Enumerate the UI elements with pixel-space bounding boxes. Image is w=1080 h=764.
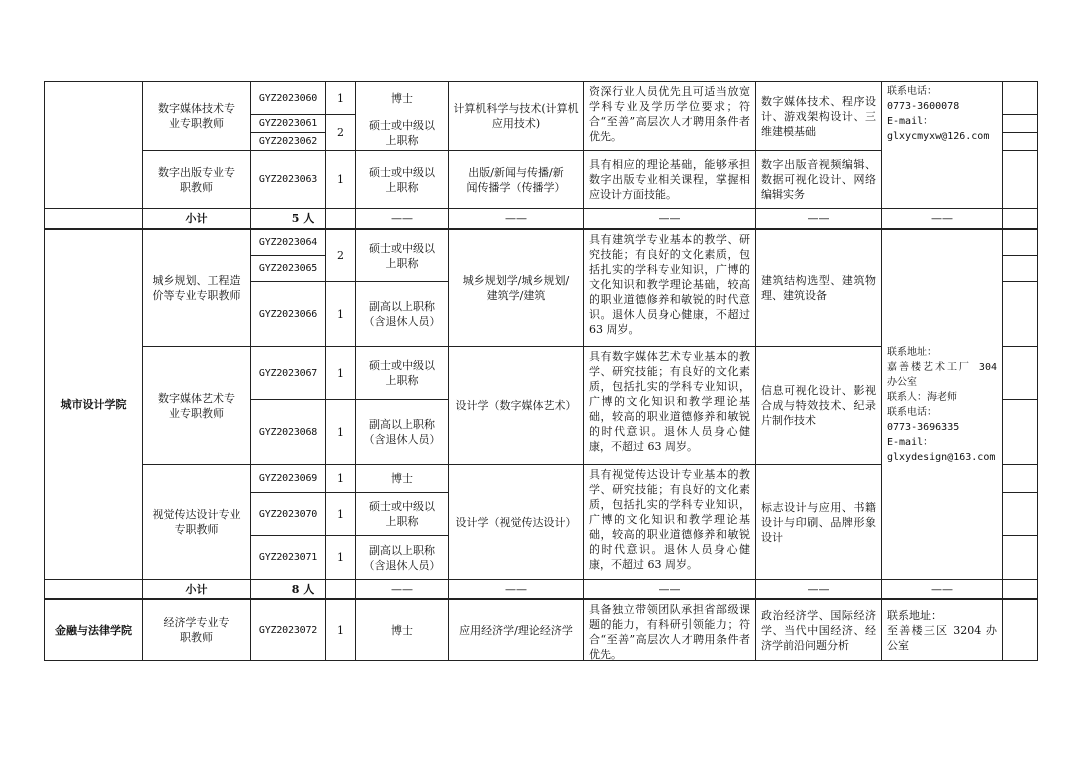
education-level: 博士 <box>391 91 413 105</box>
grid-line <box>44 660 1037 661</box>
major-field: 应用经济学/理论经济学 <box>459 623 573 637</box>
major-field: 设计学（数字媒体艺术） <box>455 399 577 412</box>
position-code: GYZ2023069 <box>258 473 318 484</box>
contact-info: 联系地址： 嘉善楼艺术工厂 304 办公室 联系人：海老师 联系电话： 0773-3696335 E-mail： glxydesign@163.com <box>887 346 997 463</box>
subtotal-dash: —— <box>391 212 413 225</box>
grid-line <box>1002 399 1037 400</box>
requirement-text: 具有建筑学专业基本的教学、研究技能；有良好的文化素质，包括扎实的学科专业知识，广博的文化知识和教学理论基础，较高的职业道德修养和敏锐的时代意识。退休人员身心健康，不超过 63 周岁。 <box>589 233 750 336</box>
requirement-text: 具有相应的理论基础，能够承担数字出版专业相关课程，掌握相应设计方面技能。 <box>589 158 750 201</box>
college-cell <box>45 82 142 208</box>
major-name: 数字出版专业专职教师 <box>158 165 235 194</box>
position-code: GYZ2023072 <box>258 624 318 636</box>
requirement-text: 具有视觉传达设计专业基本的教学、研究技能；有良好的文化素质，包括扎实的学科专业知识，广博的文化知识和教学理论基础，较高的职业道德修养和敏锐的时代意识。退休人员身心健康，不超过 63 周岁。 <box>589 468 750 571</box>
position-count: 1 <box>337 551 344 564</box>
subtotal-count: 5 人 <box>291 212 315 225</box>
research-direction: 建筑结构选型、建筑物理、建筑设备 <box>761 274 876 302</box>
college-cell: 金融与法律学院 <box>55 623 132 637</box>
requirement-text: 具有数字媒体艺术专业基本的教学、研究技能；有良好的文化素质，包括扎实的学科专业知识，广博的文化知识和教学理论基础，较高的职业道德修养和敏锐的时代意识。退休人员身心健康，不超过 63 周岁。 <box>589 350 750 453</box>
research-direction: 标志设计与应用、书籍设计与印刷、品牌形象设计 <box>761 500 876 544</box>
position-count: 1 <box>337 173 344 186</box>
grid-line <box>1002 281 1037 282</box>
education-level: 硕士或中级以上职称 <box>369 359 435 387</box>
position-code: GYZ2023067 <box>258 367 318 379</box>
subtotal-dash: —— <box>807 582 830 596</box>
position-code: GYZ2023064 <box>258 237 318 248</box>
subtotal-dash: —— <box>931 212 953 225</box>
education-level: 博士 <box>391 623 413 637</box>
position-count: 1 <box>337 623 344 637</box>
major-name: 数字媒体技术专业专职教师 <box>158 102 235 130</box>
position-code: GYZ2023066 <box>258 308 318 320</box>
education-level: 硕士或中级以上职称 <box>369 500 435 528</box>
position-count: 1 <box>337 91 344 105</box>
education-level: 副高以上职称（含退休人员） <box>363 300 441 328</box>
major-field: 城乡规划学/城乡规划/建筑学/建筑 <box>462 274 570 302</box>
subtotal-dash: —— <box>658 212 681 225</box>
major-name: 城乡规划、工程造价等专业专职教师 <box>152 274 241 302</box>
grid-line <box>1037 81 1038 661</box>
position-code: GYZ2023065 <box>258 263 318 274</box>
position-code: GYZ2023061 <box>258 118 318 129</box>
position-count: 1 <box>337 366 344 380</box>
position-count: 2 <box>337 126 344 139</box>
major-name: 经济学专业专职教师 <box>163 616 230 644</box>
education-level: 硕士或中级以上职称 <box>369 118 435 147</box>
grid-line <box>1002 132 1037 133</box>
grid-line <box>1002 535 1037 536</box>
education-level: 副高以上职称（含退休人员） <box>363 543 441 572</box>
position-code: GYZ2023062 <box>258 136 318 147</box>
major-field: 计算机科学与技术(计算机应用技术) <box>453 102 579 130</box>
major-field: 出版/新闻与传播/新闻传播学（传播学） <box>466 165 566 194</box>
subtotal-count: 8 人 <box>291 582 315 596</box>
subtotal-dash: —— <box>391 582 413 596</box>
contact-info: 联系电话： 0773-3600078 E-mail： glxycmyxw@126.com <box>887 86 990 142</box>
requirement-text: 具备独立带领团队承担省部级课题的能力，有科研引领能力；符合“至善”高层次人才聘用条件者优先。 <box>589 603 750 660</box>
subtotal-label: 小计 <box>185 582 208 596</box>
grid-line <box>1002 150 1037 151</box>
subtotal-dash: —— <box>505 212 527 225</box>
grid-line <box>1002 464 1037 465</box>
education-level: 硕士或中级以上职称 <box>369 241 435 270</box>
subtotal-dash: —— <box>807 212 830 225</box>
major-name: 视觉传达设计专业专职教师 <box>152 508 241 536</box>
grid-line <box>1002 81 1003 661</box>
position-count: 1 <box>337 425 344 439</box>
position-code: GYZ2023063 <box>258 174 318 185</box>
subtotal-dash: —— <box>931 582 953 596</box>
research-direction: 数字出版音视频编辑、数据可视化设计、网络编辑实务 <box>761 158 876 201</box>
education-level: 硕士或中级以上职称 <box>369 165 435 194</box>
major-field: 设计学（视觉传达设计） <box>455 515 577 529</box>
education-level: 副高以上职称（含退休人员） <box>363 418 441 446</box>
education-level: 博士 <box>391 472 413 485</box>
subtotal-label: 小计 <box>185 212 208 225</box>
position-code: GYZ2023070 <box>258 508 318 520</box>
college-cell: 城市设计学院 <box>60 398 127 411</box>
major-name: 数字媒体艺术专业专职教师 <box>158 391 235 420</box>
position-code: GYZ2023060 <box>258 92 318 104</box>
position-count: 1 <box>337 307 344 321</box>
position-code: GYZ2023071 <box>258 552 318 563</box>
grid-line <box>1002 114 1037 115</box>
subtotal-dash: —— <box>658 582 681 596</box>
research-direction: 信息可视化设计、影视合成与特效技术、纪录片制作技术 <box>761 384 876 427</box>
requirement-text: 资深行业人员优先且可适当放宽学科专业及学历学位要求；符合“至善”高层次人才聘用条件者优先。 <box>589 85 750 143</box>
position-count: 2 <box>337 249 344 262</box>
position-count: 1 <box>337 507 344 521</box>
research-direction: 数字媒体技术、程序设计、游戏架构设计、三维建模基础 <box>761 94 876 138</box>
grid-line <box>1002 346 1037 347</box>
grid-line <box>1002 492 1037 493</box>
research-direction: 政治经济学、国际经济学、当代中国经济、经济学前沿问题分析 <box>761 608 876 652</box>
grid-line <box>1002 255 1037 256</box>
position-count: 1 <box>337 472 344 485</box>
subtotal-dash: —— <box>505 582 527 596</box>
contact-info: 联系地址： 至善楼三区 3204 办公室 <box>887 608 997 652</box>
position-code: GYZ2023068 <box>258 426 318 438</box>
